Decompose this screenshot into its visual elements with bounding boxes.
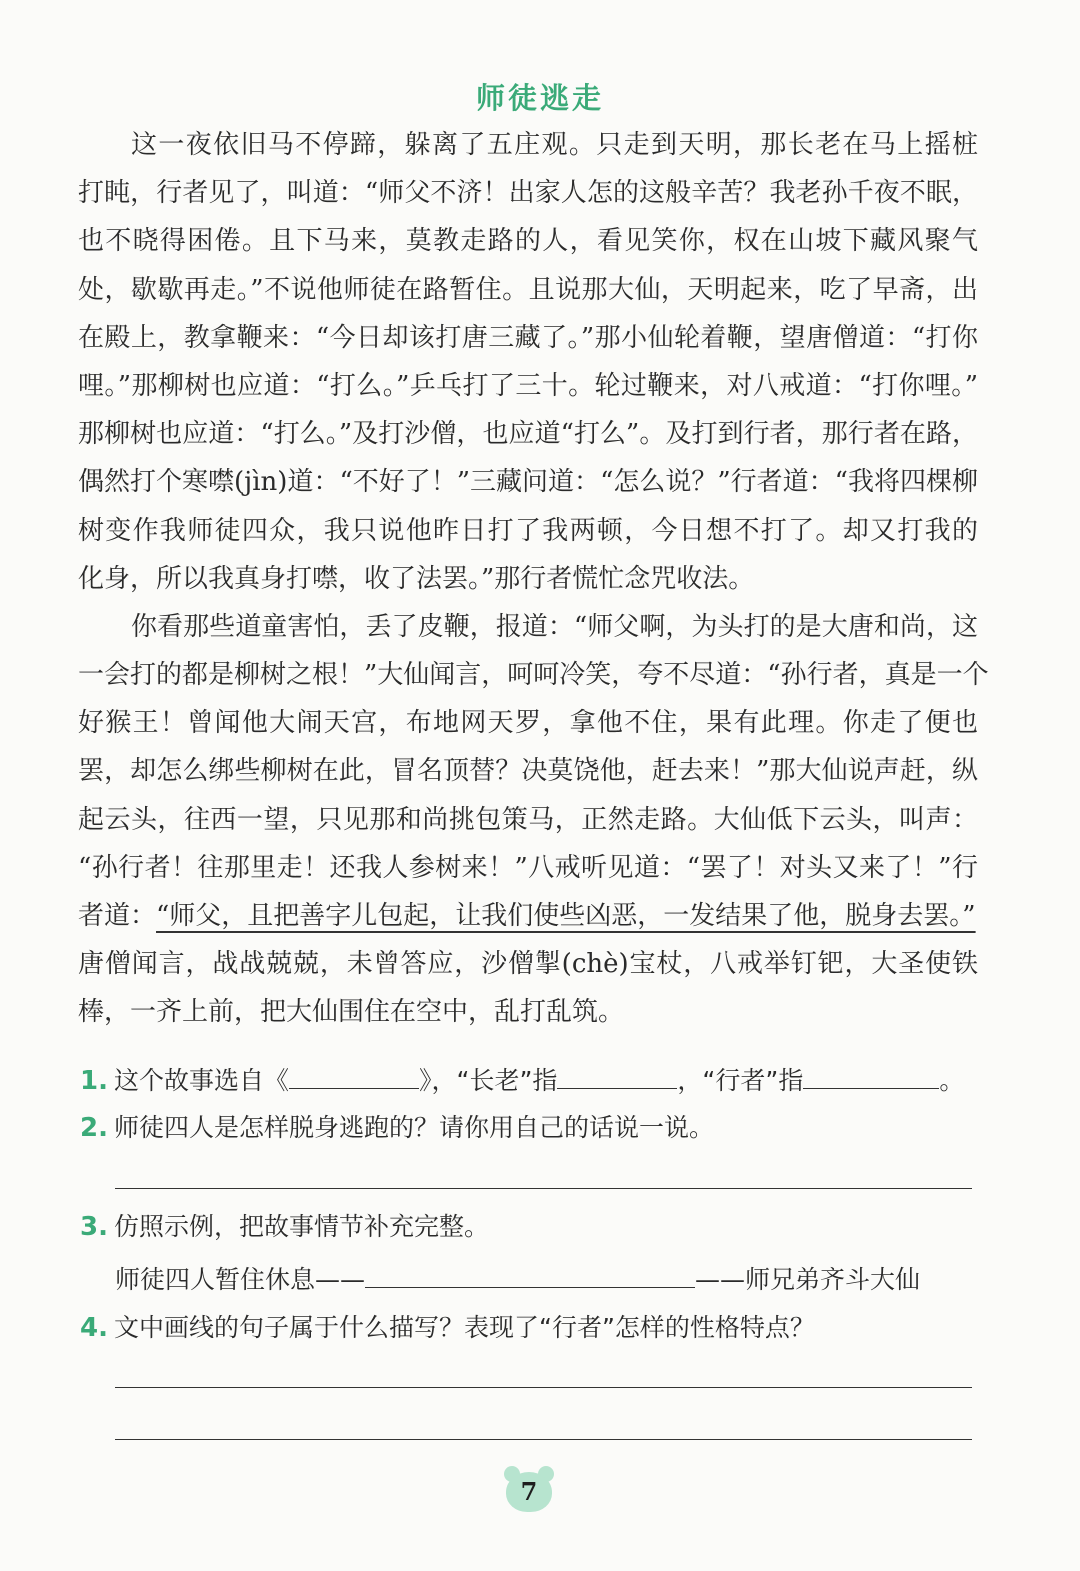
answer-blank-pilgrim[interactable] <box>803 1062 939 1089</box>
page-number: 7 <box>520 1477 538 1506</box>
passage-line: “孙行者！往那里走！还我人参树来！”八戒听见道：“罢了！对头又来了！”行 <box>78 852 978 883</box>
passage-line: 化身，所以我真身打噤，收了法罢。”那行者慌忙念咒收法。 <box>78 563 755 594</box>
passage-line: 树变作我师徒四众，我只说他昨日打了我两顿，今日想不打了。却又打我的 <box>78 515 978 546</box>
passage-line: 这一夜依旧马不停蹄，躲离了五庄观。只走到天明，那长老在马上摇桩 <box>131 130 978 160</box>
question-3-example <box>115 1261 976 1298</box>
answer-blank-elder[interactable] <box>557 1062 677 1089</box>
question-text: 》，“长老”指 <box>419 1066 558 1095</box>
question-number: 4. <box>80 1313 108 1343</box>
question-2 <box>80 1110 976 1146</box>
passage-line: 你看那些道童害怕，丢了皮鞭，报道：“师父啊，为头打的是大唐和尚，这 <box>131 611 978 642</box>
passage-line: 处，歇歇再走。”不说他师徒在路暂住。且说那大仙，天明起来，吃了早斋，出 <box>78 274 978 305</box>
passage-line: 唐僧闻言，战战兢兢，未曾答应，沙僧掣(chè)宝杖，八戒举钉钯，大圣使铁 <box>78 949 978 980</box>
question-text: ，“行者”指 <box>677 1066 804 1095</box>
question-number: 3. <box>80 1212 108 1242</box>
passage-line: 也不晓得困倦。且下马来，莫教走路的人，看见笑你，权在山坡下藏风聚气 <box>78 226 978 257</box>
passage-line: 起云头，往西一望，只见那和尚挑包策马，正然走路。大仙低下云头，叫声： <box>78 804 978 835</box>
passage-line: 在殿上，教拿鞭来：“今日却该打唐三藏了。”那小仙轮着鞭，望唐僧道：“打你 <box>78 322 978 353</box>
question-3 <box>80 1209 976 1245</box>
example-left: 师徒四人暂住休息—— <box>115 1265 366 1294</box>
question-text: 。 <box>939 1066 965 1095</box>
question-text: 师徒四人是怎样脱身逃跑的？请你用自己的话说一说。 <box>114 1113 715 1142</box>
question-text: 仿照示例，把故事情节补充完整。 <box>114 1212 490 1241</box>
passage-line: 一会打的都是柳树之根！”大仙闻言，呵呵冷笑，夸不尽道：“孙行者，真是一个 <box>78 660 989 691</box>
answer-line[interactable] <box>115 1188 972 1189</box>
passage-line: 哩。”那柳树也应道：“打么。”乒乓打了三十。轮过鞭来，对八戒道：“打你哩。” <box>78 370 978 401</box>
passage-line: 打盹，行者见了，叫道：“师父不济！出家人怎的这般辛苦？我老孙千夜不眠， <box>78 178 978 209</box>
page-number-badge <box>502 1466 556 1512</box>
question-number: 2. <box>80 1113 108 1143</box>
passage-line: 罢，却怎么绑些柳树在此，冒名顶替？决莫饶他，赶去来！”那大仙说声赶，纵 <box>78 756 978 787</box>
question-text: 文中画线的句子属于什么描写？表现了“行者”怎样的性格特点？ <box>114 1313 815 1342</box>
passage-line: 好猴王！曾闻他大闹天宫，布地网天罗，拿他不住，果有此理。你走了便也 <box>78 708 978 739</box>
answer-line[interactable] <box>115 1387 972 1388</box>
question-number: 1. <box>80 1066 108 1096</box>
passage-line-underlined <box>78 892 978 940</box>
page-title: 师徒逃走 <box>475 81 604 115</box>
answer-blank-book[interactable] <box>289 1062 419 1089</box>
example-right: ——师兄弟齐斗大仙 <box>695 1265 921 1294</box>
question-text: 这个故事选自《 <box>114 1066 290 1095</box>
passage-line: 棒，一齐上前，把大仙围住在空中，乱打乱筑。 <box>78 997 625 1028</box>
passage-line: 那柳树也应道：“打么。”及打沙僧，也应道“打么”。及打到行者，那行者在路， <box>78 419 978 450</box>
underlined-sentence: “师父，且把善字儿包起，让我们使些凶恶，一发结果了他，脱身去罢。” <box>156 901 976 931</box>
passage-prefix: 者道： <box>78 901 157 931</box>
question-1 <box>80 1062 976 1099</box>
passage-line: 偶然打个寒噤(jìn)道：“不好了！”三藏问道：“怎么说？”行者道：“我将四棵柳 <box>78 467 978 498</box>
question-4 <box>80 1310 976 1346</box>
answer-blank-plot[interactable] <box>365 1261 695 1288</box>
reading-passage <box>78 121 989 1037</box>
answer-line[interactable] <box>115 1439 972 1440</box>
